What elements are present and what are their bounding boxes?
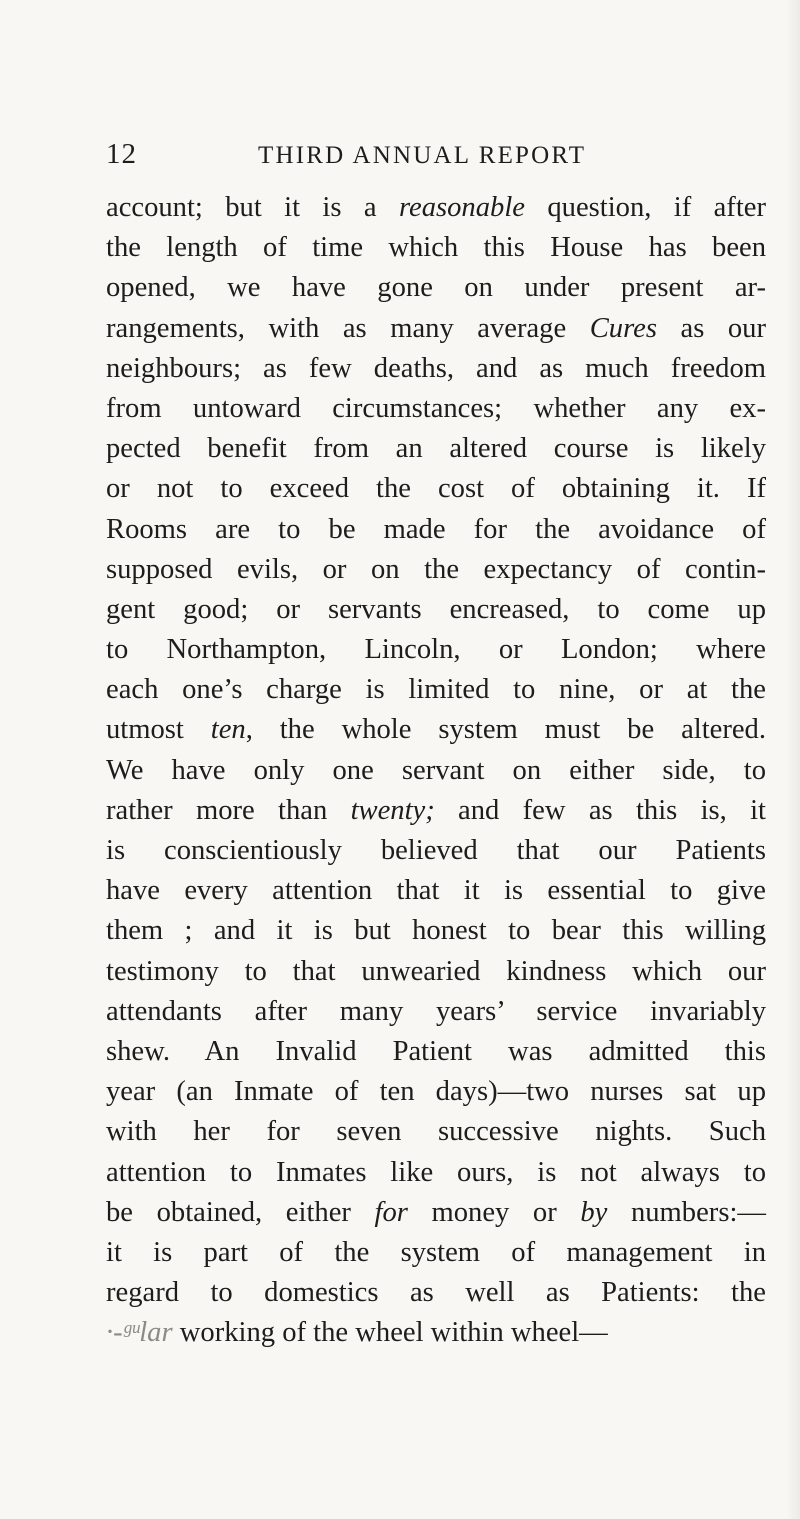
text-line: ·-ᵍᵘlar working of the wheel within wheel— <box>106 1317 608 1349</box>
text-line: be obtained, either for money or by numbers:— <box>106 1196 766 1228</box>
text-line: have every attention that it is essential to give <box>106 875 766 907</box>
text-line: testimony to that unwearied kindness which our <box>106 955 766 987</box>
text-line: utmost ten, the whole system must be altered. <box>106 714 766 746</box>
text-line: the length of time which this House has been <box>106 232 766 264</box>
page-number: 12 <box>106 138 137 170</box>
text-line: pected benefit from an altered course is likely <box>106 433 766 465</box>
running-head: THIRD ANNUAL REPORT <box>258 142 587 169</box>
text-line: account; but it is a reasonable question, if after <box>106 192 766 223</box>
text-line: them ; and it is but honest to bear this willing <box>106 915 766 947</box>
text-line: We have only one servant on either side, to <box>106 754 766 786</box>
text-line: attention to Inmates like ours, is not always to <box>106 1156 766 1188</box>
text-line: each one’s charge is limited to nine, or at the <box>106 674 766 706</box>
text-line: from untoward circumstances; whether any ex- <box>106 392 766 424</box>
text-line: opened, we have gone on under present ar- <box>106 272 766 304</box>
text-line: with her for seven successive nights. Such <box>106 1116 766 1148</box>
text-line: attendants after many years’ service invariably <box>106 995 766 1027</box>
text-line: or not to exceed the cost of obtaining it. If <box>106 473 766 505</box>
text-line: to Northampton, Lincoln, or London; where <box>106 634 766 666</box>
page-header <box>106 138 746 178</box>
text-line: rangements, with as many average Cures as our <box>106 312 766 344</box>
text-line: neighbours; as few deaths, and as much freedom <box>106 352 766 384</box>
text-line: gent good; or servants encreased, to come up <box>106 593 766 625</box>
text-line: shew. An Invalid Patient was admitted this <box>106 1035 766 1067</box>
body-paragraph <box>106 188 766 1353</box>
text-line: supposed evils, or on the expectancy of contin- <box>106 553 766 585</box>
text-line: year (an Inmate of ten days)—two nurses sat up <box>106 1076 766 1108</box>
page-edge-shadow <box>786 0 800 1519</box>
text-line: Rooms are to be made for the avoidance of <box>106 513 766 545</box>
text-line: is conscientiously believed that our Patients <box>106 835 766 866</box>
text-line: regard to domestics as well as Patients: the <box>106 1277 766 1309</box>
text-line: it is part of the system of management in <box>106 1236 766 1268</box>
text-line: rather more than twenty; and few as this is, it <box>106 794 766 826</box>
